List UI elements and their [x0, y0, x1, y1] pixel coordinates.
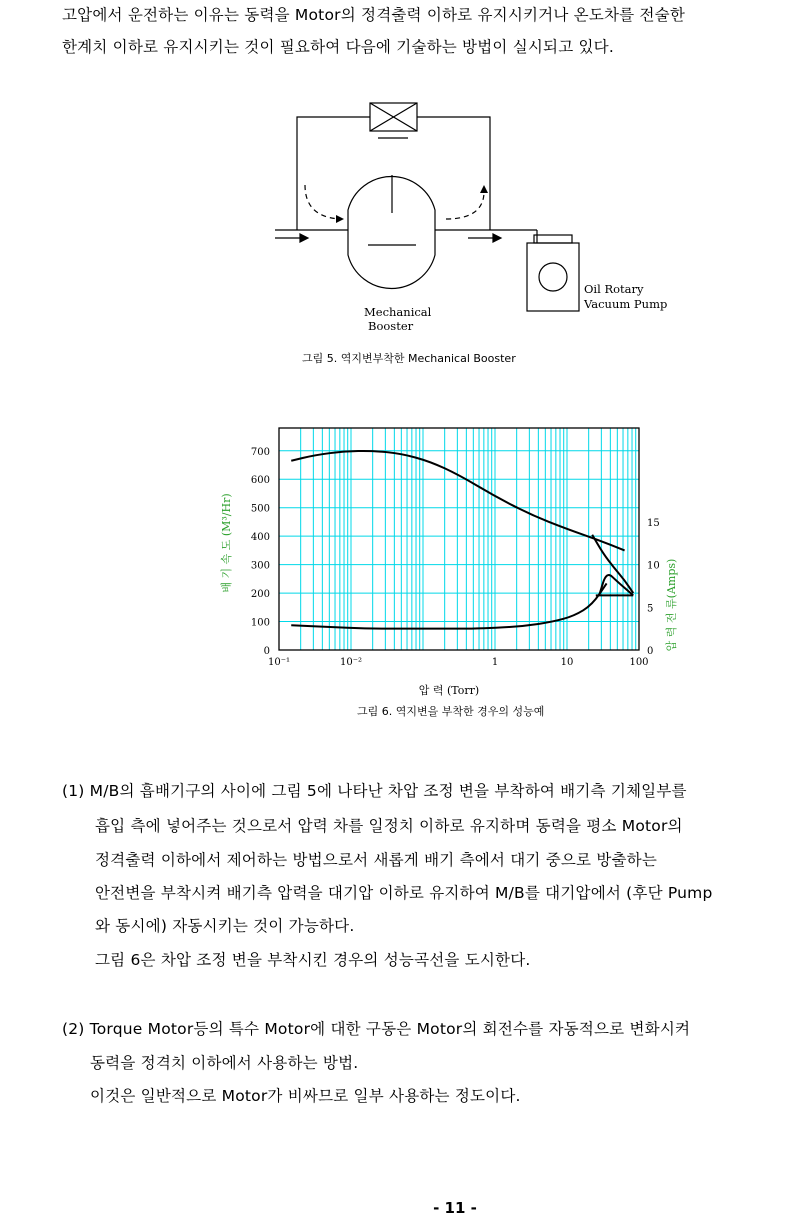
y-tick-label-right: 5 [647, 603, 654, 615]
oil-rotary-pump [527, 243, 579, 311]
plot-frame [279, 428, 639, 650]
y-tick-label-left: 400 [250, 532, 270, 544]
y-tick-label-right: 10 [647, 560, 660, 572]
item1-line-2: 흡입 측에 넣어주는 것으로서 압력 차를 일정치 이하로 유지하며 동력을 평소 Motor의 [95, 817, 683, 835]
item1-line-4: 안전변을 부착시켜 배기측 압력을 대기압 이하로 유지하여 M/B를 대기압에서 (후단 Pump [95, 884, 713, 902]
x-tick-label: 10⁻² [339, 657, 363, 668]
x-tick-label: 100 [629, 657, 649, 668]
item2-line-1: (2) Torque Motor등의 특수 Motor에 대한 구동은 Motor의 회전수를 자동적으로 변화시켜 [62, 1020, 691, 1038]
y-tick-label-right: 15 [647, 517, 660, 529]
pump-label-1: Oil Rotary [584, 282, 644, 296]
booster-label-1: Mechanical [364, 305, 432, 319]
y-axis-label-left: 배 기 속 도 (M³/Hr) [220, 493, 233, 593]
bypass-line [297, 117, 370, 230]
booster-label-2: Booster [368, 319, 414, 333]
y-tick-label-left: 500 [250, 503, 270, 515]
y-tick-label-left: 700 [250, 446, 270, 458]
figure5-diagram [0, 95, 800, 425]
item1-line-1: (1) M/B의 흡배기구의 사이에 그림 5에 나타난 차압 조정 변을 부착하여 배기측 기체일부를 [62, 782, 687, 800]
page-number: - 11 - [433, 1199, 477, 1217]
x-axis-label: 압 력 (Torr) [418, 684, 480, 697]
bypass-line-right [417, 117, 490, 230]
figure5-caption: 그림 5. 역지변부착한 Mechanical Booster [302, 352, 516, 365]
intro-line-1: 고압에서 운전하는 이유는 동력을 Motor의 정격출력 이하로 유지시키거나 온도차를 전술한 [62, 6, 685, 24]
y-tick-label-left: 200 [250, 589, 270, 601]
performance-curve-2 [592, 535, 633, 593]
x-tick-label: 1 [491, 657, 499, 668]
figure6-caption: 그림 6. 역지변을 부착한 경우의 성능예 [357, 705, 545, 718]
y-tick-label-left: 0 [263, 646, 270, 657]
x-tick-label: 10 [560, 657, 574, 668]
item1-line-3: 정격출력 이하에서 제어하는 방법으로서 새롭게 배기 측에서 대기 중으로 방출하는 [95, 851, 658, 869]
item2-line-3: 이것은 일반적으로 Motor가 비싸므로 일부 사용하는 정도이다. [90, 1087, 521, 1105]
x-tick-label: 10⁻¹ [267, 657, 291, 668]
y-tick-label-left: 600 [250, 475, 270, 487]
y-axis-label-right: 압 력 전 류(Amps) [665, 558, 678, 652]
performance-curve-1 [291, 451, 624, 550]
y-tick-label-right: 0 [647, 646, 654, 657]
item2-line-2: 동력을 정격치 이하에서 사용하는 방법. [90, 1054, 359, 1072]
pump-label-2: Vacuum Pump [584, 297, 668, 311]
figure6-chart [0, 415, 800, 715]
intro-line-2: 한계치 이하로 유지시키는 것이 필요하여 다음에 기술하는 방법이 실시되고 있다. [62, 38, 614, 56]
y-tick-label-left: 100 [250, 617, 270, 629]
item1-line-6: 그림 6은 차압 조정 변을 부착시킨 경우의 성능곡선을 도시한다. [95, 951, 531, 969]
item1-line-5: 와 동시에) 자동시키는 것이 가능하다. [95, 917, 355, 935]
y-tick-label-left: 300 [250, 560, 270, 572]
